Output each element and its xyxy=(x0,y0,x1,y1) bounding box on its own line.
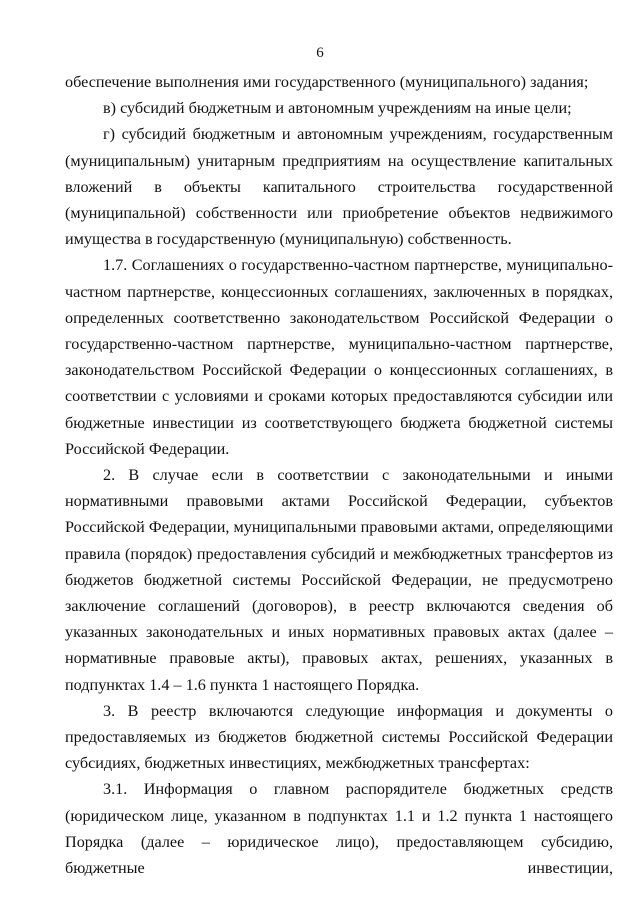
paragraph-continuation: обеспечение выполнения ими государственного (муниципального) задания; xyxy=(65,73,589,91)
body-text xyxy=(65,69,613,881)
paragraph-item-g: г) субсидий бюджетным и автономным учреждениям, государственным (муниципальным) унитарным предприятиям на осуществление капитальных вложений в объекты капитального строительства государственной (муниципальной) собственности или приобретение объектов недвижимого имущества в государственную (муниципальную) собственность. xyxy=(65,125,613,249)
page-number: 6 xyxy=(316,45,324,61)
paragraph-2: 2. В случае если в соответствии с законодательными и иными нормативными правовыми актами Российской Федерации, субъектов Российской Федерации, муниципальными правовыми актами, определяющими правила (порядок) предоставления субсидий и межбюджетных трансфертов из бюджетов бюджетной системы Российской Федерации, не предусмотрено заключение соглашений (договоров), в реестр включаются сведения об указанных законодательных и иных нормативных правовых актах (далее – нормативные правовые акты), правовых актах, решениях, указанных в подпунктах 1.4 – 1.6 пункта 1 настоящего Порядка. xyxy=(65,466,613,694)
paragraph-1-7: 1.7. Соглашениях о государственно-частном партнерстве, муниципально-частном партнерстве, концессионных соглашениях, заключенных в порядках, определенных соответственно законодательством Российской Федерации о государственно-частном партнерстве, муниципально-частном партнерстве, законодательством Российской Федерации о концессионных соглашениях, в соответствии с условиями и сроками которых предоставляются субсидии или бюджетные инвестиции из соответствующего бюджета бюджетной системы Российской Федерации. xyxy=(65,256,613,458)
paragraph-3: 3. В реестр включаются следующие информация и документы о предоставляемых из бюджетов бюджетной системы Российской Федерации субсидиях, бюджетных инвестициях, межбюджетных трансфертах: xyxy=(65,701,613,773)
paragraph-3-1: 3.1. Информация о главном распорядителе бюджетных средств (юридическом лице, указанном в подпунктах 1.1 и 1.2 пункта 1 настоящего Порядка (далее – юридическое лицо), предоставляющем субсидию, бюджетные инвестиции, xyxy=(65,780,613,878)
paragraph-item-v: в) субсидий бюджетным и автономным учреждениям на иные цели; xyxy=(103,99,572,118)
